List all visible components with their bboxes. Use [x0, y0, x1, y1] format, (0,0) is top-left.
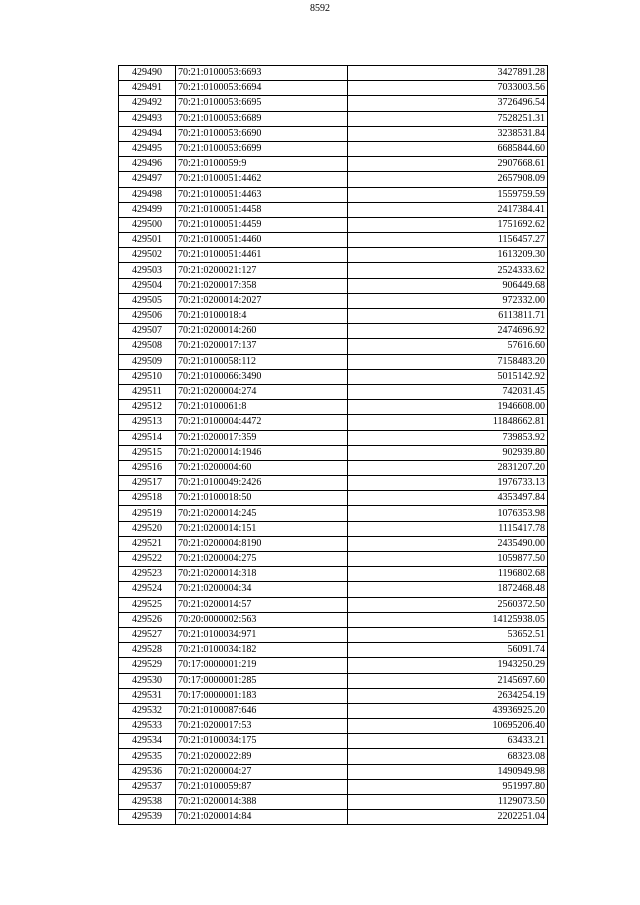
- cadastral-number-cell: 70:21:0100053:6690: [176, 126, 348, 141]
- table-row: [119, 369, 548, 384]
- value-cell: 2831207.20: [348, 460, 548, 475]
- row-id-cell: 429520: [119, 521, 176, 536]
- table-row: [119, 476, 548, 491]
- table-row: [119, 141, 548, 156]
- table-row: [119, 582, 548, 597]
- value-cell: 2524333.62: [348, 263, 548, 278]
- cadastral-number-cell: 70:21:0200021:127: [176, 263, 348, 278]
- value-cell: 6685844.60: [348, 141, 548, 156]
- cadastral-number-cell: 70:21:0200014:84: [176, 810, 348, 825]
- row-id-cell: 429491: [119, 81, 176, 96]
- cadastral-number-cell: 70:17:0000001:183: [176, 688, 348, 703]
- value-cell: 63433.21: [348, 734, 548, 749]
- value-cell: 3726496.54: [348, 96, 548, 111]
- cadastral-number-cell: 70:21:0100058:112: [176, 354, 348, 369]
- value-cell: 56091.74: [348, 643, 548, 658]
- row-id-cell: 429495: [119, 141, 176, 156]
- row-id-cell: 429528: [119, 643, 176, 658]
- value-cell: 1872468.48: [348, 582, 548, 597]
- row-id-cell: 429493: [119, 111, 176, 126]
- row-id-cell: 429508: [119, 339, 176, 354]
- table-row: [119, 536, 548, 551]
- row-id-cell: 429518: [119, 491, 176, 506]
- value-cell: 1976733.13: [348, 476, 548, 491]
- cadastral-number-cell: 70:21:0200017:358: [176, 278, 348, 293]
- value-cell: 951997.80: [348, 779, 548, 794]
- table-row: [119, 233, 548, 248]
- table-row: [119, 749, 548, 764]
- value-cell: 3427891.28: [348, 66, 548, 81]
- cadastral-number-cell: 70:21:0200004:34: [176, 582, 348, 597]
- table-row: [119, 673, 548, 688]
- value-cell: 7158483.20: [348, 354, 548, 369]
- cadastral-number-cell: 70:21:0200017:359: [176, 430, 348, 445]
- table-row: [119, 96, 548, 111]
- table-row: [119, 779, 548, 794]
- row-id-cell: 429531: [119, 688, 176, 703]
- cadastral-number-cell: 70:20:0000002:563: [176, 612, 348, 627]
- row-id-cell: 429533: [119, 719, 176, 734]
- cadastral-number-cell: 70:21:0200014:57: [176, 597, 348, 612]
- row-id-cell: 429526: [119, 612, 176, 627]
- table-row: [119, 415, 548, 430]
- row-id-cell: 429538: [119, 795, 176, 810]
- row-id-cell: 429534: [119, 734, 176, 749]
- cadastral-number-cell: 70:21:0100053:6689: [176, 111, 348, 126]
- table-row: [119, 278, 548, 293]
- value-cell: 53652.51: [348, 627, 548, 642]
- cadastral-number-cell: 70:21:0100051:4459: [176, 217, 348, 232]
- row-id-cell: 429498: [119, 187, 176, 202]
- row-id-cell: 429497: [119, 172, 176, 187]
- cadastral-number-cell: 70:21:0100051:4461: [176, 248, 348, 263]
- cadastral-number-cell: 70:21:0200004:8190: [176, 536, 348, 551]
- table-row: [119, 217, 548, 232]
- table-row: [119, 506, 548, 521]
- value-cell: 972332.00: [348, 293, 548, 308]
- row-id-cell: 429490: [119, 66, 176, 81]
- cadastral-number-cell: 70:21:0200014:2027: [176, 293, 348, 308]
- row-id-cell: 429492: [119, 96, 176, 111]
- table-row: [119, 719, 548, 734]
- value-cell: 1076353.98: [348, 506, 548, 521]
- value-cell: 2907668.61: [348, 157, 548, 172]
- table-row: [119, 187, 548, 202]
- value-cell: 68323.08: [348, 749, 548, 764]
- table-row: [119, 627, 548, 642]
- cadastral-number-cell: 70:21:0200004:275: [176, 552, 348, 567]
- value-cell: 902939.80: [348, 445, 548, 460]
- row-id-cell: 429514: [119, 430, 176, 445]
- cadastral-number-cell: 70:17:0000001:285: [176, 673, 348, 688]
- value-cell: 11848662.81: [348, 415, 548, 430]
- value-cell: 5015142.92: [348, 369, 548, 384]
- row-id-cell: 429524: [119, 582, 176, 597]
- row-id-cell: 429496: [119, 157, 176, 172]
- table-row: [119, 643, 548, 658]
- table-row: [119, 445, 548, 460]
- value-cell: 57616.60: [348, 339, 548, 354]
- table-row: [119, 354, 548, 369]
- row-id-cell: 429509: [119, 354, 176, 369]
- table-row: [119, 157, 548, 172]
- row-id-cell: 429535: [119, 749, 176, 764]
- value-cell: 2202251.04: [348, 810, 548, 825]
- cadastral-number-cell: 70:21:0200014:318: [176, 567, 348, 582]
- row-id-cell: 429504: [119, 278, 176, 293]
- cadastral-number-cell: 70:21:0100053:6699: [176, 141, 348, 156]
- table-row: [119, 612, 548, 627]
- cadastral-number-cell: 70:21:0200004:60: [176, 460, 348, 475]
- cadastral-number-cell: 70:21:0200014:151: [176, 521, 348, 536]
- value-cell: 1946608.00: [348, 400, 548, 415]
- cadastral-number-cell: 70:21:0200014:1946: [176, 445, 348, 460]
- value-cell: 10695206.40: [348, 719, 548, 734]
- row-id-cell: 429500: [119, 217, 176, 232]
- table-row: [119, 248, 548, 263]
- cadastral-number-cell: 70:21:0200004:274: [176, 384, 348, 399]
- value-cell: 1751692.62: [348, 217, 548, 232]
- value-cell: 1490949.98: [348, 764, 548, 779]
- value-cell: 2435490.00: [348, 536, 548, 551]
- cadastral-number-cell: 70:21:0100034:182: [176, 643, 348, 658]
- value-cell: 1559759.59: [348, 187, 548, 202]
- row-id-cell: 429521: [119, 536, 176, 551]
- data-table: [118, 65, 548, 825]
- row-id-cell: 429536: [119, 764, 176, 779]
- row-id-cell: 429523: [119, 567, 176, 582]
- value-cell: 4353497.84: [348, 491, 548, 506]
- page-number: 8592: [310, 3, 330, 14]
- cadastral-number-cell: 70:21:0100018:4: [176, 309, 348, 324]
- cadastral-number-cell: 70:21:0100059:87: [176, 779, 348, 794]
- row-id-cell: 429519: [119, 506, 176, 521]
- table-row: [119, 567, 548, 582]
- value-cell: 1613209.30: [348, 248, 548, 263]
- row-id-cell: 429537: [119, 779, 176, 794]
- row-id-cell: 429505: [119, 293, 176, 308]
- row-id-cell: 429511: [119, 384, 176, 399]
- table-row: [119, 795, 548, 810]
- cadastral-number-cell: 70:21:0200004:27: [176, 764, 348, 779]
- table-row: [119, 66, 548, 81]
- row-id-cell: 429494: [119, 126, 176, 141]
- value-cell: 43936925.20: [348, 703, 548, 718]
- table-row: [119, 384, 548, 399]
- cadastral-number-cell: 70:21:0100034:175: [176, 734, 348, 749]
- cadastral-number-cell: 70:21:0200017:137: [176, 339, 348, 354]
- cadastral-number-cell: 70:21:0100053:6693: [176, 66, 348, 81]
- row-id-cell: 429515: [119, 445, 176, 460]
- row-id-cell: 429532: [119, 703, 176, 718]
- value-cell: 2560372.50: [348, 597, 548, 612]
- value-cell: 906449.68: [348, 278, 548, 293]
- value-cell: 1196802.68: [348, 567, 548, 582]
- cadastral-number-cell: 70:21:0100018:50: [176, 491, 348, 506]
- cadastral-number-cell: 70:21:0200014:260: [176, 324, 348, 339]
- table-row: [119, 400, 548, 415]
- table-row: [119, 521, 548, 536]
- table-row: [119, 703, 548, 718]
- value-cell: 1156457.27: [348, 233, 548, 248]
- table-row: [119, 688, 548, 703]
- value-cell: 2634254.19: [348, 688, 548, 703]
- value-cell: 14125938.05: [348, 612, 548, 627]
- table-row: [119, 734, 548, 749]
- table-row: [119, 309, 548, 324]
- table-row: [119, 339, 548, 354]
- cadastral-number-cell: 70:21:0100061:8: [176, 400, 348, 415]
- table-row: [119, 111, 548, 126]
- row-id-cell: 429517: [119, 476, 176, 491]
- table-row: [119, 430, 548, 445]
- value-cell: 1943250.29: [348, 658, 548, 673]
- value-cell: 742031.45: [348, 384, 548, 399]
- value-cell: 2417384.41: [348, 202, 548, 217]
- value-cell: 1129073.50: [348, 795, 548, 810]
- cadastral-number-cell: 70:21:0100034:971: [176, 627, 348, 642]
- value-cell: 2474696.92: [348, 324, 548, 339]
- table-row: [119, 658, 548, 673]
- row-id-cell: 429513: [119, 415, 176, 430]
- table-body: [119, 66, 548, 825]
- value-cell: 2145697.60: [348, 673, 548, 688]
- table-row: [119, 172, 548, 187]
- row-id-cell: 429512: [119, 400, 176, 415]
- table-row: [119, 491, 548, 506]
- row-id-cell: 429539: [119, 810, 176, 825]
- table-row: [119, 126, 548, 141]
- cadastral-number-cell: 70:21:0100051:4460: [176, 233, 348, 248]
- table-row: [119, 263, 548, 278]
- row-id-cell: 429527: [119, 627, 176, 642]
- value-cell: 7033003.56: [348, 81, 548, 96]
- row-id-cell: 429506: [119, 309, 176, 324]
- value-cell: 2657908.09: [348, 172, 548, 187]
- row-id-cell: 429530: [119, 673, 176, 688]
- value-cell: 3238531.84: [348, 126, 548, 141]
- value-cell: 1059877.50: [348, 552, 548, 567]
- row-id-cell: 429501: [119, 233, 176, 248]
- row-id-cell: 429525: [119, 597, 176, 612]
- cadastral-number-cell: 70:21:0100053:6695: [176, 96, 348, 111]
- cadastral-number-cell: 70:21:0100004:4472: [176, 415, 348, 430]
- value-cell: 739853.92: [348, 430, 548, 445]
- row-id-cell: 429522: [119, 552, 176, 567]
- row-id-cell: 429516: [119, 460, 176, 475]
- table-row: [119, 324, 548, 339]
- table-row: [119, 764, 548, 779]
- row-id-cell: 429502: [119, 248, 176, 263]
- cadastral-number-cell: 70:21:0100051:4462: [176, 172, 348, 187]
- row-id-cell: 429510: [119, 369, 176, 384]
- cadastral-number-cell: 70:21:0100051:4463: [176, 187, 348, 202]
- cadastral-number-cell: 70:21:0200014:245: [176, 506, 348, 521]
- row-id-cell: 429503: [119, 263, 176, 278]
- table-row: [119, 597, 548, 612]
- cadastral-number-cell: 70:21:0100066:3490: [176, 369, 348, 384]
- cadastral-number-cell: 70:17:0000001:219: [176, 658, 348, 673]
- table-row: [119, 460, 548, 475]
- cadastral-number-cell: 70:21:0100059:9: [176, 157, 348, 172]
- table-row: [119, 293, 548, 308]
- value-cell: 1115417.78: [348, 521, 548, 536]
- cadastral-number-cell: 70:21:0100053:6694: [176, 81, 348, 96]
- cadastral-number-cell: 70:21:0200022:89: [176, 749, 348, 764]
- row-id-cell: 429499: [119, 202, 176, 217]
- table-row: [119, 202, 548, 217]
- table-row: [119, 810, 548, 825]
- row-id-cell: 429529: [119, 658, 176, 673]
- cadastral-number-cell: 70:21:0100049:2426: [176, 476, 348, 491]
- cadastral-number-cell: 70:21:0100051:4458: [176, 202, 348, 217]
- table-row: [119, 552, 548, 567]
- cadastral-number-cell: 70:21:0200017:53: [176, 719, 348, 734]
- cadastral-number-cell: 70:21:0100087:646: [176, 703, 348, 718]
- row-id-cell: 429507: [119, 324, 176, 339]
- value-cell: 7528251.31: [348, 111, 548, 126]
- cadastral-number-cell: 70:21:0200014:388: [176, 795, 348, 810]
- table-row: [119, 81, 548, 96]
- value-cell: 6113811.71: [348, 309, 548, 324]
